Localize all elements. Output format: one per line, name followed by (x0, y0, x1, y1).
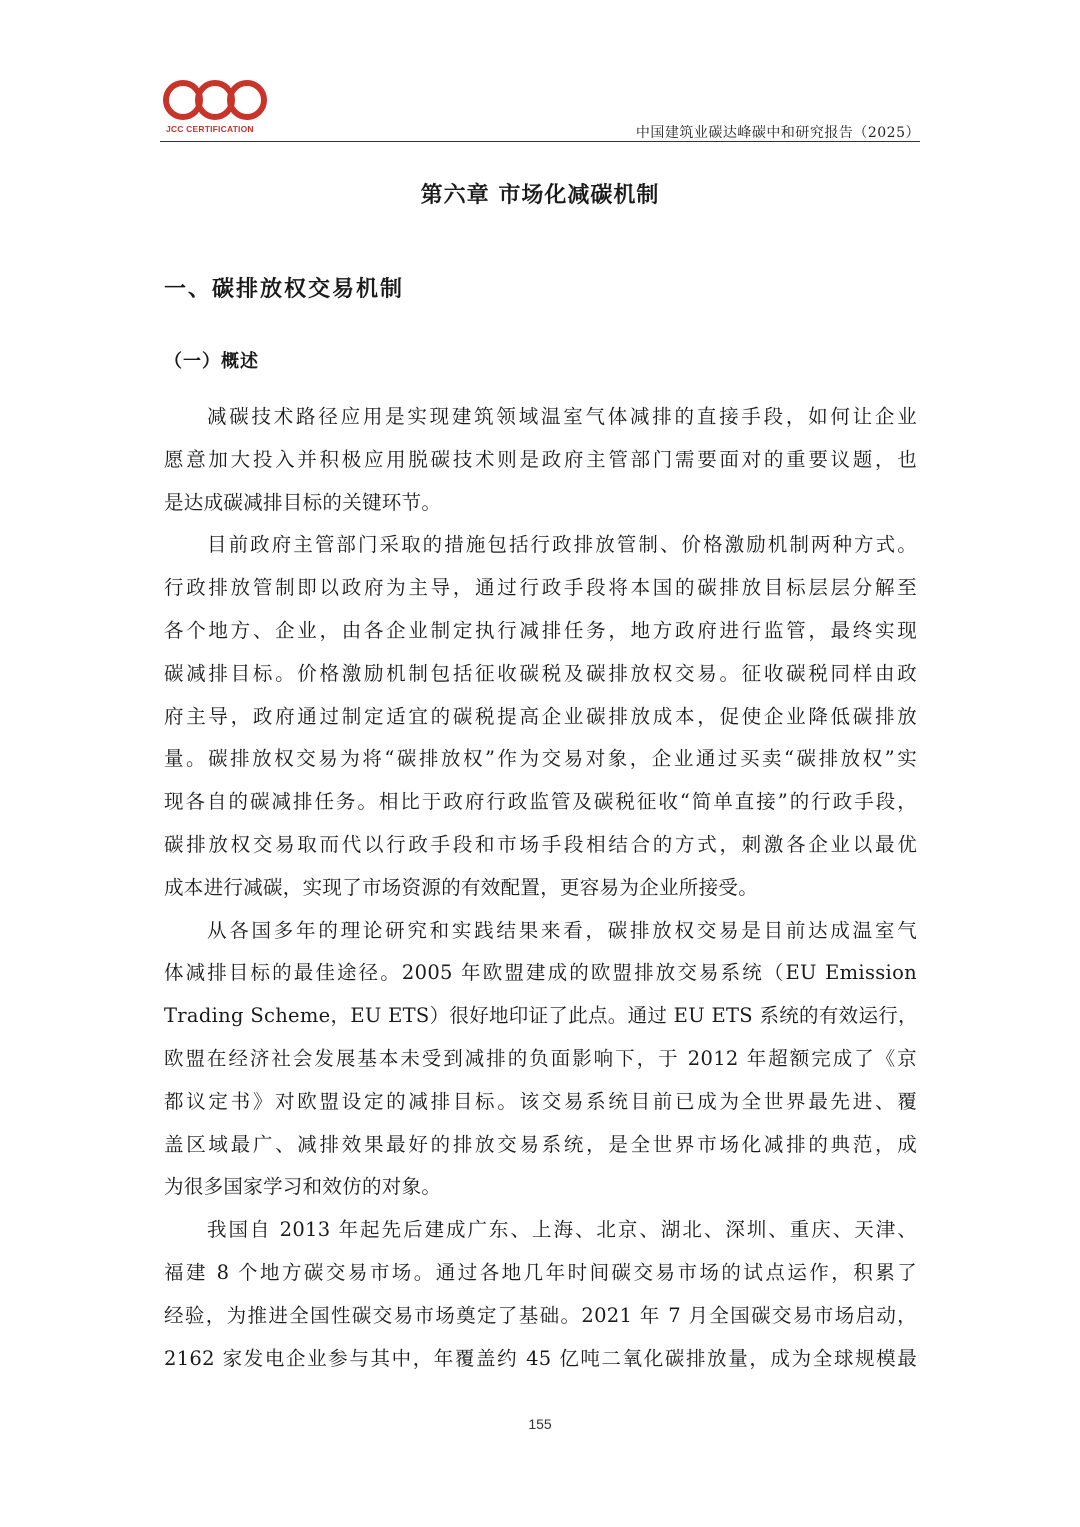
text-line: 经验，为推进全国性碳交易市场奠定了基础。2021 年 7 月全国碳交易市场启动， (164, 1303, 917, 1327)
text-line: 府主导，政府通过制定适宜的碳税提高企业碳排放成本，促使企业降低碳排放 (164, 704, 917, 728)
text-line: 碳减排目标。价格激励机制包括征收碳税及碳排放权交易。征收碳税同样由政 (164, 661, 917, 685)
subsection-title: （一）概述 (164, 351, 259, 372)
text-line: 碳排放权交易取而代以行政手段和市场手段相结合的方式，刺激各企业以最优 (164, 832, 917, 856)
report-header-title: 中国建筑业碳达峰碳中和研究报告（2025） (635, 125, 920, 141)
text-line: 从各国多年的理论研究和实践结果来看，碳排放权交易是目前达成温室气 (207, 918, 917, 942)
text-line: Trading Scheme，EU ETS）很好地印证了此点。通过 EU ETS 系统的有效运行， (164, 1004, 918, 1028)
text-line: 都议定书》对欧盟设定的减排目标。该交易系统目前已成为全世界最先进、覆 (164, 1089, 917, 1113)
page-number: 155 (528, 1416, 552, 1432)
text-line: 愿意加大投入并积极应用脱碳技术则是政府主管部门需要面对的重要议题，也 (164, 447, 917, 471)
chapter-title: 第六章 市场化减碳机制 (420, 183, 660, 208)
text-line: 成本进行减碳，实现了市场资源的有效配置，更容易为企业所接受。 (164, 875, 759, 899)
text-line: 目前政府主管部门采取的措施包括行政排放管制、价格激励机制两种方式。 (207, 533, 917, 557)
header-divider (160, 141, 920, 142)
text-line: 各个地方、企业，由各企业制定执行减排任务，地方政府进行监管，最终实现 (164, 618, 917, 642)
text-line: 现各自的碳减排任务。相比于政府行政监管及碳税征收“简单直接”的行政手段， (164, 790, 917, 814)
text-line: 2162 家发电企业参与其中，年覆盖约 45 亿吨二氧化碳排放量，成为全球规模最 (164, 1346, 917, 1370)
text-line: 我国自 2013 年起先后建成广东、上海、北京、湖北、深圳、重庆、天津、 (207, 1218, 917, 1242)
text-line: 盖区域最广、减排效果最好的排放交易系统，是全世界市场化减排的典范，成 (164, 1132, 917, 1156)
text-line: 量。碳排放权交易为将“碳排放权”作为交易对象，企业通过买卖“碳排放权”实 (164, 747, 917, 771)
text-line: 体减排目标的最佳途径。2005 年欧盟建成的欧盟排放交易系统（EU Emission (164, 961, 917, 985)
logo-text: JCC CERTIFICATION (166, 124, 254, 134)
text-line: 欧盟在经济社会发展基本未受到减排的负面影响下，于 2012 年超额完成了《京 (164, 1046, 917, 1070)
text-line: 行政排放管制即以政府为主导，通过行政手段将本国的碳排放目标层层分解至 (164, 576, 917, 600)
jcc-rings-icon (160, 78, 270, 130)
text-line: 是达成碳减排目标的关键环节。 (164, 490, 442, 514)
text-line: 减碳技术路径应用是实现建筑领域温室气体减排的直接手段，如何让企业 (207, 405, 917, 428)
section-title: 一、碳排放权交易机制 (164, 277, 405, 302)
text-line: 福建 8 个地方碳交易市场。通过各地几年时间碳交易市场的试点运作，积累了 (164, 1260, 917, 1284)
text-line: 为很多国家学习和效仿的对象。 (164, 1175, 442, 1199)
body-text (164, 396, 917, 1380)
